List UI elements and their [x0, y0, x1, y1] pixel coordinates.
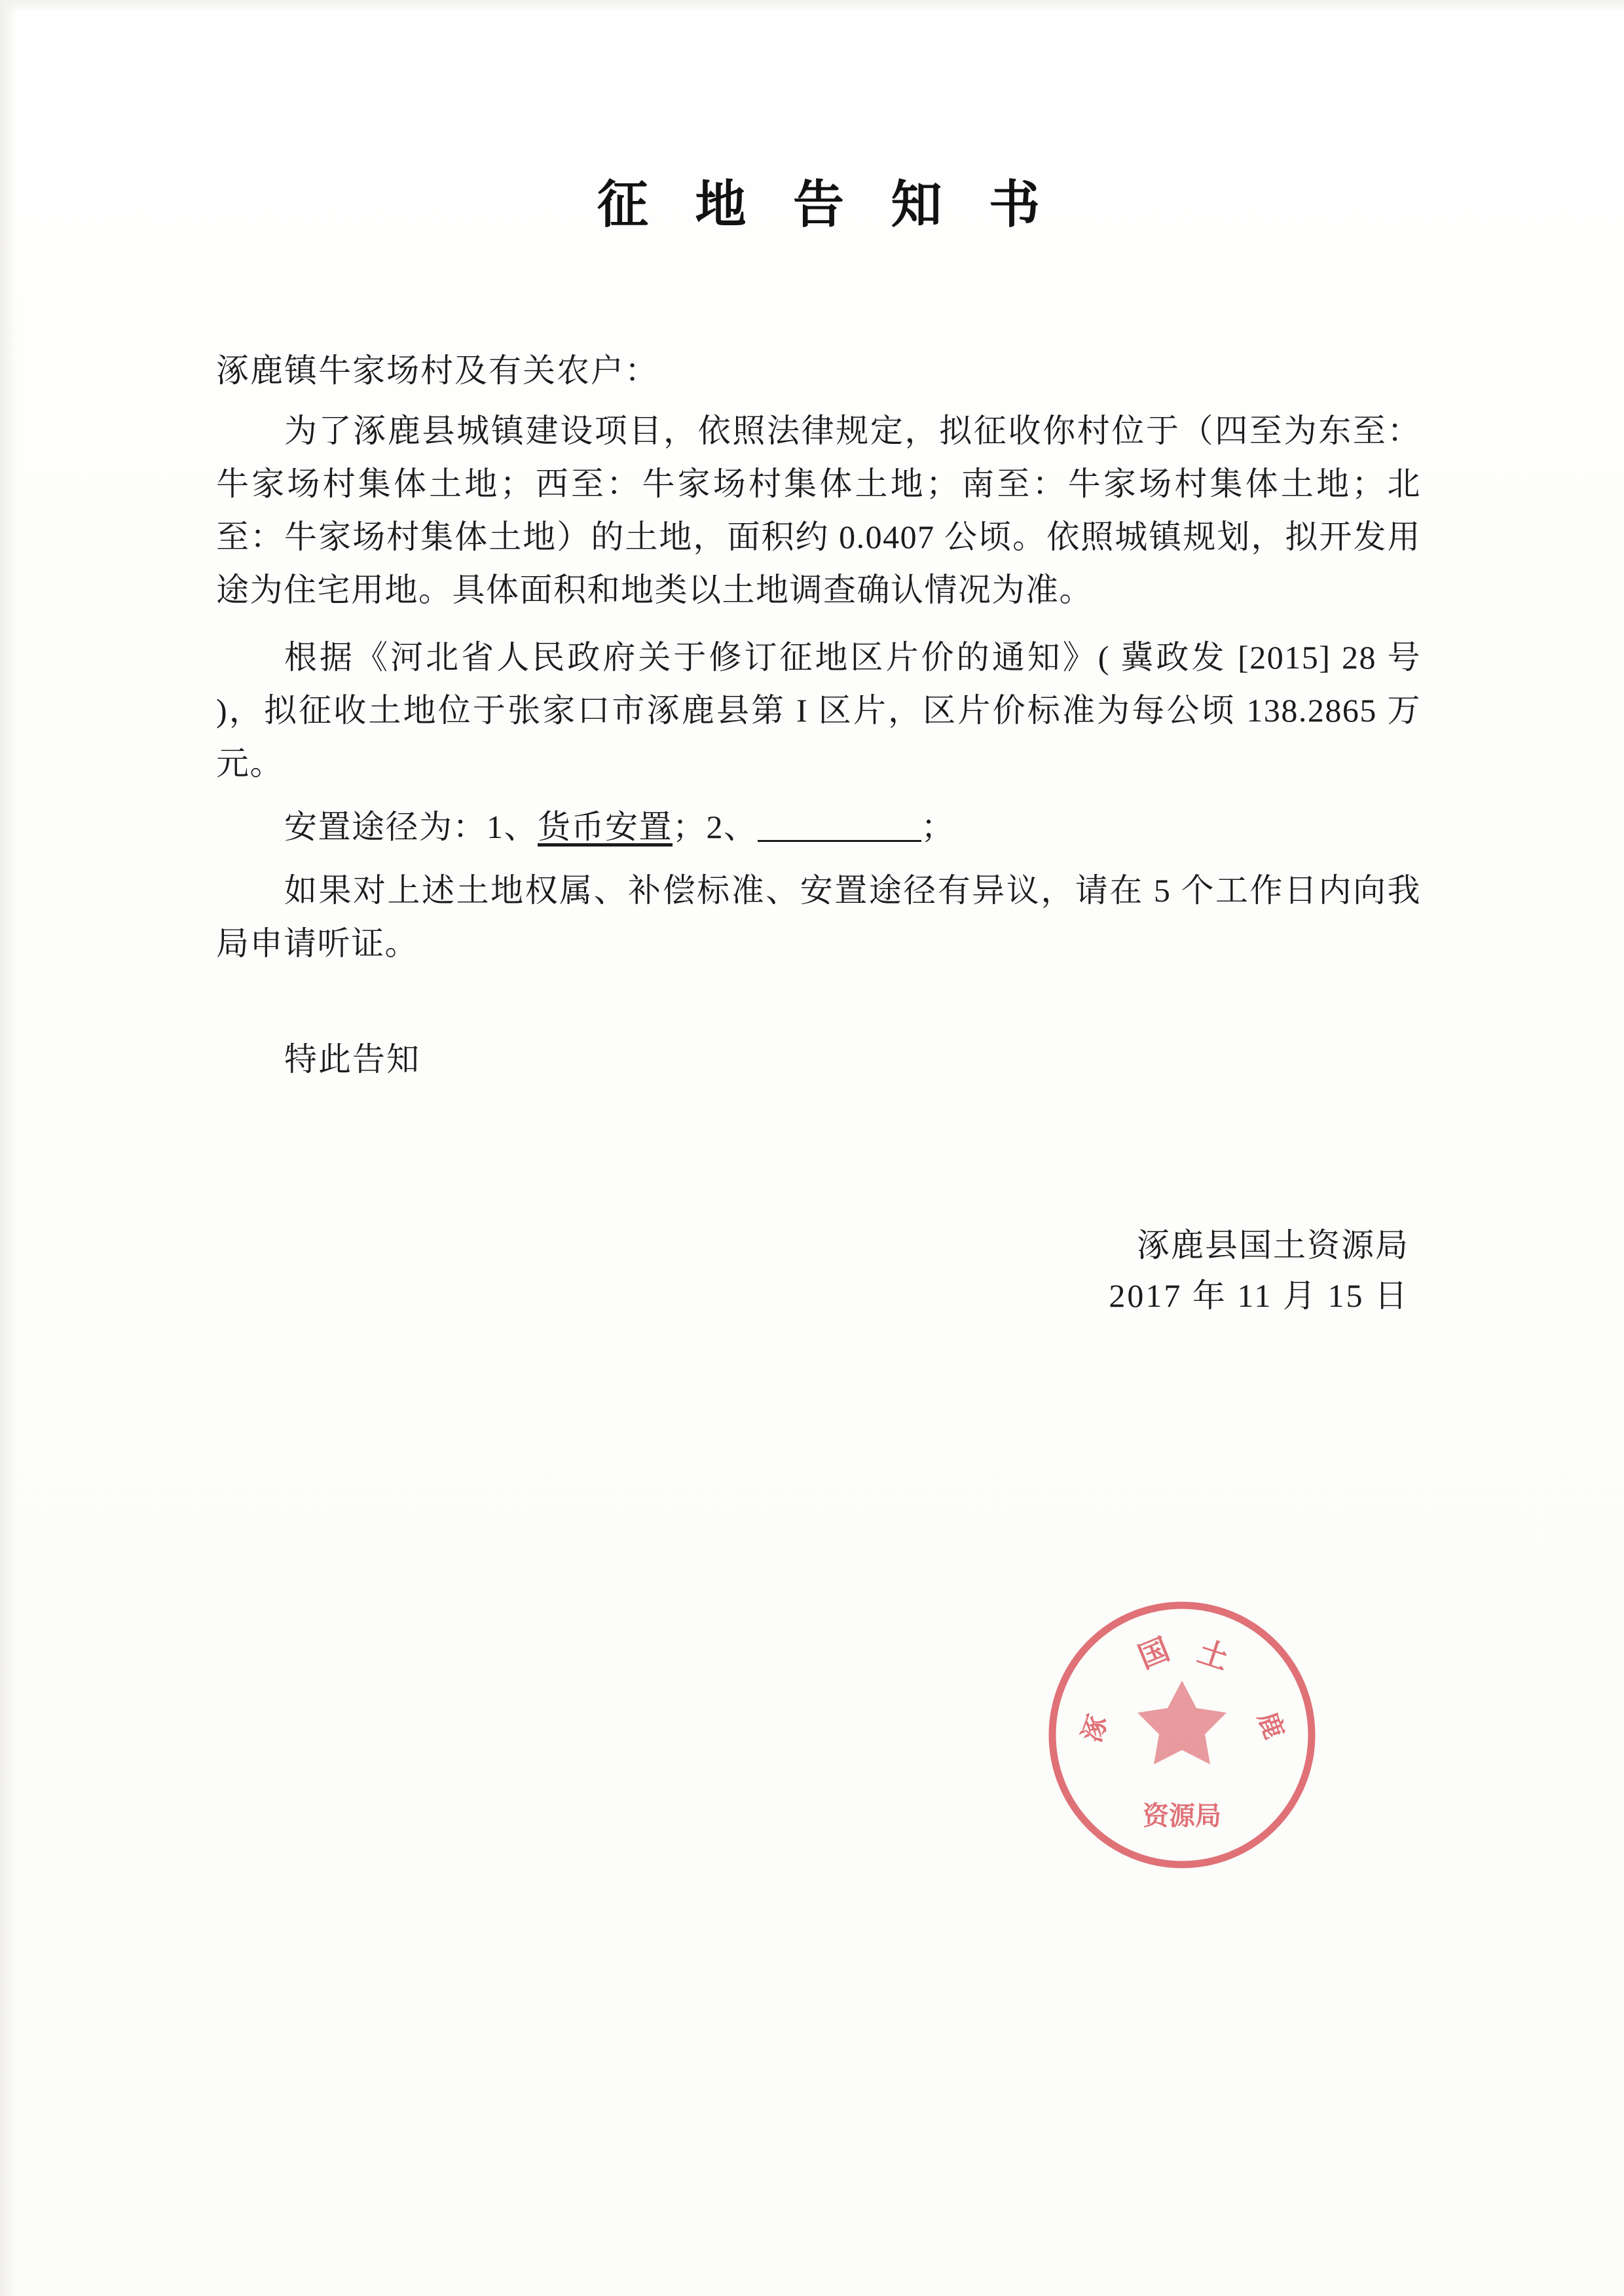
- svg-text:鹿: 鹿: [1252, 1707, 1289, 1743]
- paragraph-objection: 如果对上述土地权属、补偿标准、安置途径有异议，请在 5 个工作日内向我局申请听证。: [216, 871, 1421, 962]
- paper-edge-top: [0, 0, 1624, 12]
- resettlement-option1-label: 货币安置: [538, 808, 673, 845]
- official-seal-icon: [1041, 1594, 1323, 1876]
- page-title: 征 地 告 知 书: [597, 176, 1057, 233]
- resettlement-option1-number: 1、: [487, 808, 538, 845]
- paper-edge-left: [0, 0, 17, 2296]
- resettlement-separator: ；: [673, 808, 707, 845]
- resettlement-option2-blank[interactable]: [758, 840, 921, 842]
- signature-block: [216, 1220, 1421, 1322]
- signature-date: 2017 年 11 月 15 日: [1109, 1277, 1409, 1314]
- paragraph-resettlement: [216, 801, 1421, 854]
- resettlement-option2-number: 2、: [706, 808, 758, 845]
- paragraph-land-description: 为了涿鹿县城镇建设项目，依照法律规定，拟征收你村位于（四至为东至：牛家场村集体土地；西至：牛家场村集体土地；南至：牛家场村集体土地；北至：牛家场村集体土地）的土地，面积约 0.0407 公顷。依照城镇规划，拟开发用途为住宅用地。具体面积和地类以土地调查确认情况为准。: [216, 412, 1421, 608]
- svg-text:资源局: 资源局: [1143, 1801, 1221, 1831]
- svg-text:涿: 涿: [1077, 1711, 1114, 1746]
- addressee-line: 涿鹿镇牛家场村及有关农户：: [216, 352, 659, 389]
- closing-line: 特此告知: [284, 1040, 420, 1078]
- resettlement-trailing: ；: [921, 808, 955, 845]
- document-content: [216, 164, 1421, 1322]
- resettlement-lead: 安置途径为：: [284, 808, 487, 845]
- svg-text:土: 土: [1194, 1634, 1233, 1676]
- paragraph-price-standard: 根据《河北省人民政府关于修订征地区片价的通知》( 冀政发 [2015] 28 号 )，拟征收土地位于张家口市涿鹿县第 I 区片，区片价标准为每公顷 138.2865 万元。: [216, 638, 1421, 782]
- svg-text:国: 国: [1134, 1632, 1175, 1675]
- signature-organization: 涿鹿县国土资源局: [1137, 1226, 1409, 1264]
